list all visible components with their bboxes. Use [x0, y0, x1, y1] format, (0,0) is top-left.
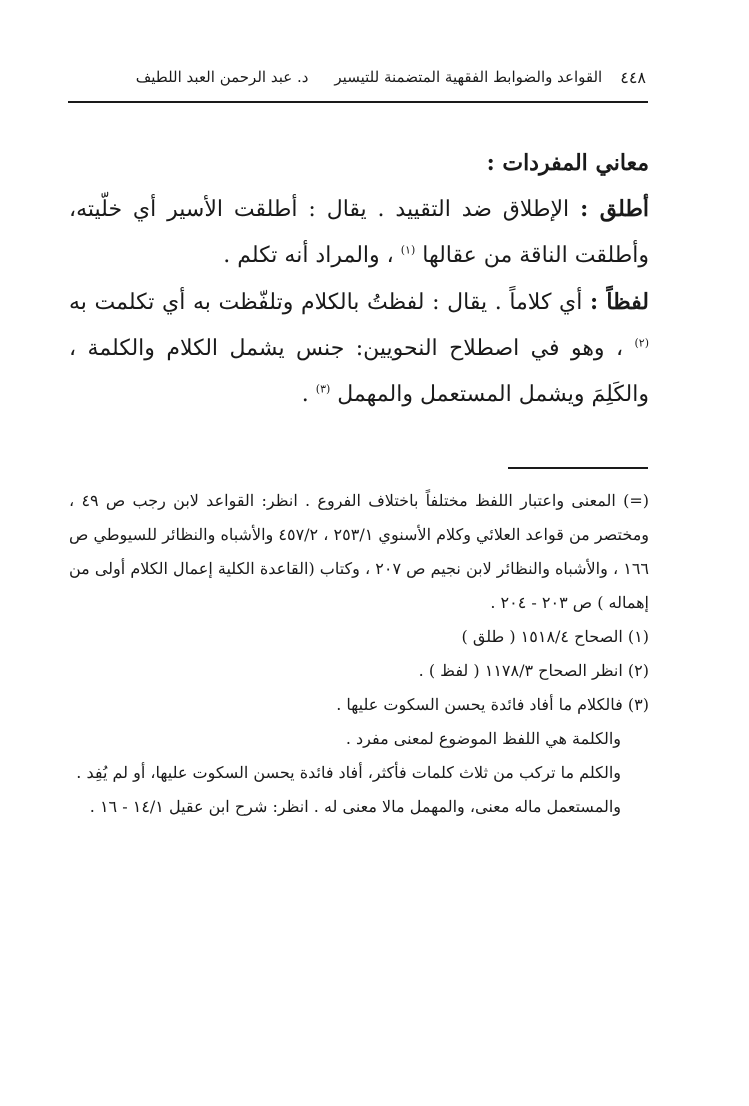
paragraph-lafzan-text-c: .: [301, 382, 316, 407]
footnote-2: (٢) انظر الصحاح ١١٧٨/٣ ( لفظ ) .: [418, 661, 649, 680]
paragraph-lafzan: [69, 279, 649, 418]
main-text: [69, 140, 649, 418]
term-lafzan: لفظاً :: [590, 289, 649, 315]
page-number: ٤٤٨: [620, 67, 646, 87]
paragraph-atlaq: [69, 186, 649, 279]
section-heading: معاني المفردات :: [486, 150, 649, 176]
footnote-3-mustamal: والمستعمل ماله معنى، والمهمل مالا معنى له . انظر: شرح ابن عقيل ١٤/١ - ١٦ .: [89, 797, 621, 816]
footnote-3-kalim: والكلم ما تركب من ثلاث كلمات فأكثر، أفاد فائدة يحسن السكوت عليها، أو لم يُفِد .: [76, 763, 621, 782]
footnote-ref-1[interactable]: (١): [400, 243, 416, 257]
footnote-ref-3[interactable]: (٣): [315, 382, 331, 396]
paragraph-atlaq-text-b: ، والمراد أنه تكلم .: [223, 243, 401, 268]
header-divider: [68, 101, 648, 103]
paragraph-atlaq-text-a: الإطلاق ضد التقييد . يقال : أطلقت الأسير أي خلّيته، وأطلقت الناقة من عقالها: [69, 197, 649, 268]
paragraph-lafzan-text-a: أي كلاماً . يقال : لفظتُ بالكلام وتلفّظت به أي تكلمت به: [69, 290, 590, 315]
footnotes: [69, 484, 649, 824]
footnote-1: (١) الصحاح ١٥١٨/٤ ( طلق ): [461, 627, 649, 646]
term-atlaq: أطلق :: [580, 196, 649, 222]
footnote-continued: (=) المعنى واعتبار اللفظ مختلفاً باختلاف الفروع . انظر: القواعد لابن رجب ص ٤٩ ، ومختصر من قواعد العلائي وكلام الأسنوي ٢٥٣/١ ، ٤٥٧/٢ والأشباه والنظائر للسيوطي ص ١٦٦ ، والأشباه والنظائر لابن نجيم ص ٢٠٧ ، وكتاب (القاعدة الكلية إعمال الكلام أولى من إهماله ) ص ٢٠٣ - ٢٠٤ .: [69, 491, 650, 612]
footnote-3: (٣) فالكلام ما أفاد فائدة يحسن السكوت عليها .: [336, 695, 649, 714]
paragraph-lafzan-text-b: ، وهو في اصطلاح النحويين: جنس يشمل الكلام والكلمة ، والكَلِمَ ويشمل المستعمل والمهمل: [69, 336, 649, 407]
footnote-3-kalima: والكلمة هي اللفظ الموضوع لمعنى مفرد .: [345, 729, 621, 748]
running-header: [74, 62, 646, 92]
book-title: القواعد والضوابط الفقهية المتضمنة للتيسير: [334, 68, 603, 86]
author-name: د. عبد الرحمن العبد اللطيف: [135, 68, 309, 86]
footnote-separator: [508, 467, 648, 469]
footnote-ref-2[interactable]: (٢): [634, 336, 649, 350]
